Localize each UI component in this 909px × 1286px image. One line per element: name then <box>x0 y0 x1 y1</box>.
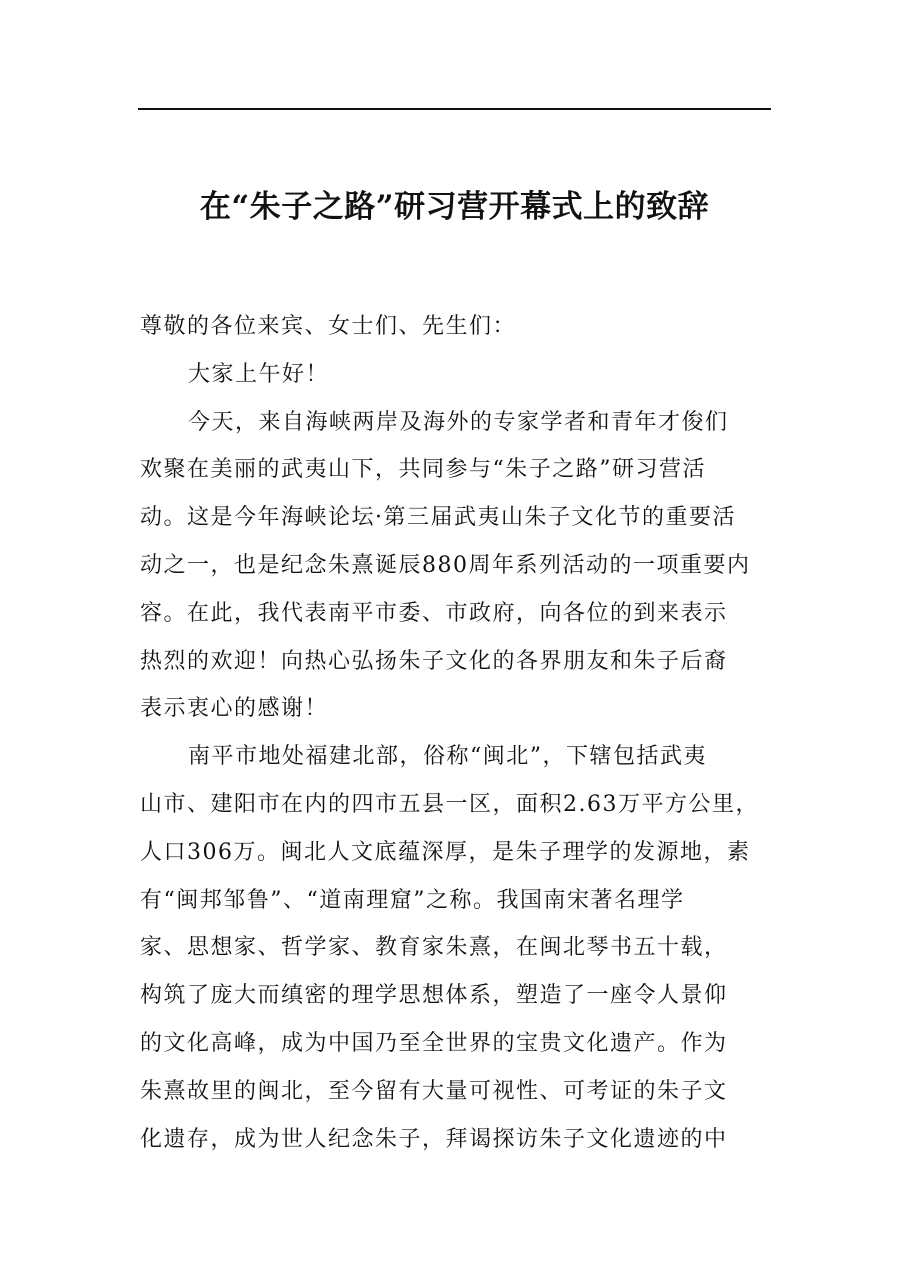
paragraph-1-line-2: 欢聚在美丽的武夷山下，共同参与“朱子之路”研习营活 <box>140 457 706 483</box>
greeting-line: 大家上午好！ <box>188 361 330 387</box>
paragraph-1-line-6: 热烈的欢迎！向热心弘扬朱子文化的各界朋友和朱子后裔 <box>140 648 728 674</box>
header-rule <box>138 108 771 110</box>
paragraph-2-line-8: 朱熹故里的闽北，至今留有大量可视性、可考证的朱子文 <box>140 1078 728 1104</box>
paragraph-1-line-5: 容。在此，我代表南平市委、市政府，向各位的到来表示 <box>140 600 728 626</box>
paragraph-2-line-7: 的文化高峰，成为中国乃至全世界的宝贵文化遗产。作为 <box>140 1030 728 1056</box>
paragraph-2-line-2: 山市、建阳市在内的四市五县一区，面积2.63万平方公里， <box>140 791 759 817</box>
document-body <box>140 303 774 1163</box>
document-title: 在“朱子之路”研习营开幕式上的致辞 <box>199 189 710 225</box>
paragraph-1-line-7: 表示衷心的感谢！ <box>140 696 329 722</box>
salutation-line: 尊敬的各位来宾、女士们、先生们： <box>140 314 517 339</box>
paragraph-2-line-5: 家、思想家、哲学家、教育家朱熹，在闽北琴书五十载， <box>140 935 728 961</box>
paragraph-2-line-9: 化遗存，成为世人纪念朱子，拜谒探访朱子文化遗迹的中 <box>140 1126 728 1152</box>
paragraph-1-line-4: 动之一，也是纪念朱熹诞辰880周年系列活动的一项重要内 <box>140 552 751 578</box>
paragraph-1-line-1: 今天，来自海峡两岸及海外的专家学者和青年才俊们 <box>188 409 729 435</box>
paragraph-2-line-4: 有“闽邦邹鲁”、“道南理窟”之称。我国南宋著名理学 <box>140 887 685 913</box>
paragraph-2-line-1: 南平市地处福建北部，俗称“闽北”，下辖包括武夷 <box>188 744 707 770</box>
paragraph-2-line-6: 构筑了庞大而缜密的理学思想体系，塑造了一座令人景仰 <box>140 983 728 1009</box>
paragraph-1-line-3: 动。这是今年海峡论坛·第三届武夷山朱子文化节的重要活 <box>140 505 736 531</box>
paragraph-2-line-3: 人口306万。闽北人文底蕴深厚，是朱子理学的发源地，素 <box>140 839 751 865</box>
